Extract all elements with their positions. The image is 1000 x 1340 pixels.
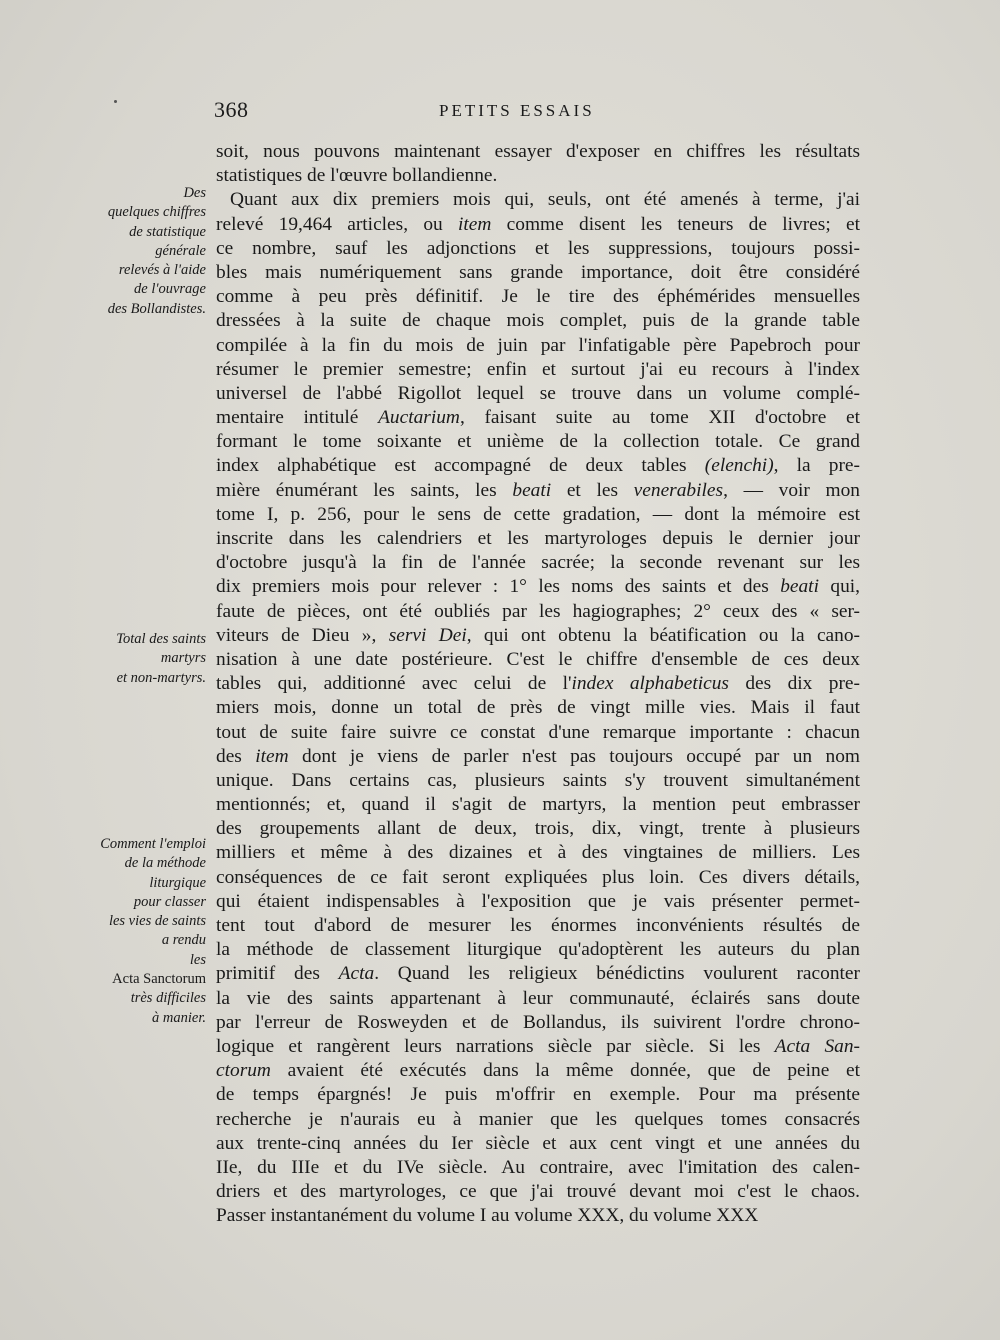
body-line: viteurs de Dieu », servi Dei, qui ont obtenu la béatification ou la cano- <box>216 624 861 646</box>
body-line: des groupements allant de deux, trois, dix, vingt, trente à plusieurs <box>216 818 860 840</box>
running-title: PETITS ESSAIS <box>439 101 595 120</box>
body-line: statistiques de l'œuvre bollandienne. <box>216 165 498 187</box>
body-line: logique et rangèrent leurs narrations siècle par siècle. Si les Acta San- <box>216 1035 860 1057</box>
body-line: recherche je n'aurais eu à manier que les quelques tomes consacrés <box>216 1108 860 1130</box>
body-text <box>216 140 860 1228</box>
body-line: IIe, du IIIe et du IVe siècle. Au contraire, avec l'imitation des calen- <box>216 1156 860 1178</box>
margin-note-line: liturgique <box>149 874 206 891</box>
margin-note-line: les <box>189 951 206 968</box>
body-line: la vie des saints appartenant à leur communauté, éclairés sans doute <box>216 987 860 1009</box>
body-line: comme à peu près définitif. Je le tire des éphémérides mensuelles <box>216 286 860 308</box>
body-line: bles mais numériquement sans grande importance, doit être considéré <box>216 261 860 283</box>
body-line: index alphabétique est accompagné de deux tables (elenchi), la pre- <box>216 455 860 477</box>
body-line: mentaire intitulé Auctarium, faisant suite au tome XII d'octobre et <box>216 407 860 429</box>
body-line: par l'erreur de Rosweyden et de Bollandus, ils suivirent l'ordre chrono- <box>216 1011 860 1033</box>
body-line: Quant aux dix premiers mois qui, seuls, ont été amenés à terme, j'ai <box>230 189 860 211</box>
margin-note-line: quelques chiffres <box>107 204 206 221</box>
body-line: tout de suite faire suivre ce constat d'une remarque importante : chacun <box>216 721 860 743</box>
margin-note-line: pour classer <box>133 893 206 910</box>
margin-note-line: relevés à l'aide <box>118 262 206 279</box>
margin-note-line: de l'ouvrage <box>134 281 206 298</box>
body-line: soit, nous pouvons maintenant essayer d'exposer en chiffres les résultats <box>216 141 860 162</box>
body-line: nisation à une date postérieure. C'est le chiffre d'ensemble de ces deux <box>216 648 860 670</box>
body-line: conséquences de ce fait seront expliquées plus loin. Ces divers détails, <box>216 866 860 888</box>
body-line: inscrite dans les calendriers et les martyrologes depuis le dernier jour <box>216 528 860 549</box>
body-line: formant le tome soixante et unième de la collection totale. Ce grand <box>216 431 860 453</box>
body-line: milliers et même à des dizaines et à des vingtaines de milliers. Les <box>216 842 860 864</box>
margin-note-line: des Bollandistes. <box>107 300 206 317</box>
body-line: dix premiers mois pour relever : 1° les noms des saints et des beati qui, <box>216 576 860 598</box>
body-line: tome I, p. 256, pour le sens de cette gradation, — dont la mémoire est <box>216 503 860 525</box>
margin-note-line: très difficiles <box>130 990 206 1007</box>
margin-note-line: de statistique <box>129 223 206 240</box>
body-line: ce nombre, sauf les adjonctions et les suppressions, toujours possi- <box>216 237 860 259</box>
body-line: dressées à la suite de chaque mois complet, puis de la grande table <box>216 310 860 332</box>
page-header <box>214 97 860 127</box>
body-line: des item dont je viens de parler n'est pas toujours occupé par un nom <box>216 745 860 767</box>
margin-note-line: les vies de saints <box>108 913 206 930</box>
body-line: mentionnés; et, quand il s'agit de martyrs, la mention peut embrasser <box>216 794 860 816</box>
margin-note-line: martyrs <box>160 650 206 667</box>
body-line: tent tout d'abord de mesurer les énormes inconvénients résultés de <box>216 915 860 936</box>
body-line: driers et des martyrologes, ce que j'ai trouvé devant moi c'est le chaos. <box>216 1181 860 1203</box>
margin-note-line: a rendu <box>161 932 206 949</box>
body-line: mière énumérant les saints, les beati et les venerabiles, — voir mon <box>216 479 860 501</box>
body-line: d'octobre jusqu'à la fin de l'année sacrée; la seconde revenant sur les <box>216 552 860 574</box>
body-line: primitif des Acta. Quand les religieux bénédictins voulurent raconter <box>216 963 860 985</box>
body-line: de temps épargnés! Je puis m'offrir en exemple. Pour ma présente <box>216 1084 860 1106</box>
body-line: compilée à la fin du mois de juin par l'infatigable père Papebroch pour <box>216 334 860 356</box>
margin-note-line: générale <box>155 242 206 259</box>
body-line: Passer instantanément du volume I au volume XXX, du volume XXX <box>216 1205 759 1227</box>
margin-note-line: Acta Sanctorum <box>112 971 206 988</box>
body-line: universel de l'abbé Rigollot lequel se trouve dans un volume complé- <box>216 382 860 404</box>
body-line: qui étaient indispensables à l'exposition que je vais présenter permet- <box>216 890 860 912</box>
body-line: la méthode de classement liturgique qu'adoptèrent les auteurs du plan <box>216 939 860 961</box>
margin-note-line: et non-martyrs. <box>116 669 206 686</box>
page-speck <box>114 100 117 103</box>
body-line: tables qui, additionné avec celui de l'index alphabeticus des dix pre- <box>216 673 860 695</box>
body-line: résumer le premier semestre; enfin et surtout j'ai eu recours à l'index <box>216 358 860 380</box>
margin-note-statistics <box>60 184 206 319</box>
margin-note-line: de la méthode <box>124 855 206 872</box>
body-line: miers mois, donne un total de près de vingt mille vies. Mais il faut <box>216 697 860 719</box>
margin-note-line: Des <box>183 185 206 201</box>
body-line: ctorum avaient été exécutés dans la même donnée, que de peine et <box>216 1060 860 1082</box>
body-line: faute de pièces, ont été oubliés par les hagiographes; 2° ceux des « ser- <box>216 600 860 622</box>
margin-note-liturgical-method <box>60 835 206 1028</box>
body-line: relevé 19,464 articles, ou item comme disent les teneurs de livres; et <box>216 213 860 235</box>
margin-note-line: Total des saints <box>116 631 206 647</box>
body-line: unique. Dans certains cas, plusieurs saints s'y trouvent simultanément <box>216 769 860 791</box>
margin-note-line: à manier. <box>152 1009 206 1026</box>
body-line: aux trente-cinq années du Ier siècle et aux cent vingt et une années du <box>216 1132 860 1154</box>
margin-note-total-saints <box>60 630 206 688</box>
page-number: 368 <box>214 97 249 122</box>
margin-note-line: Comment l'emploi <box>100 836 206 852</box>
